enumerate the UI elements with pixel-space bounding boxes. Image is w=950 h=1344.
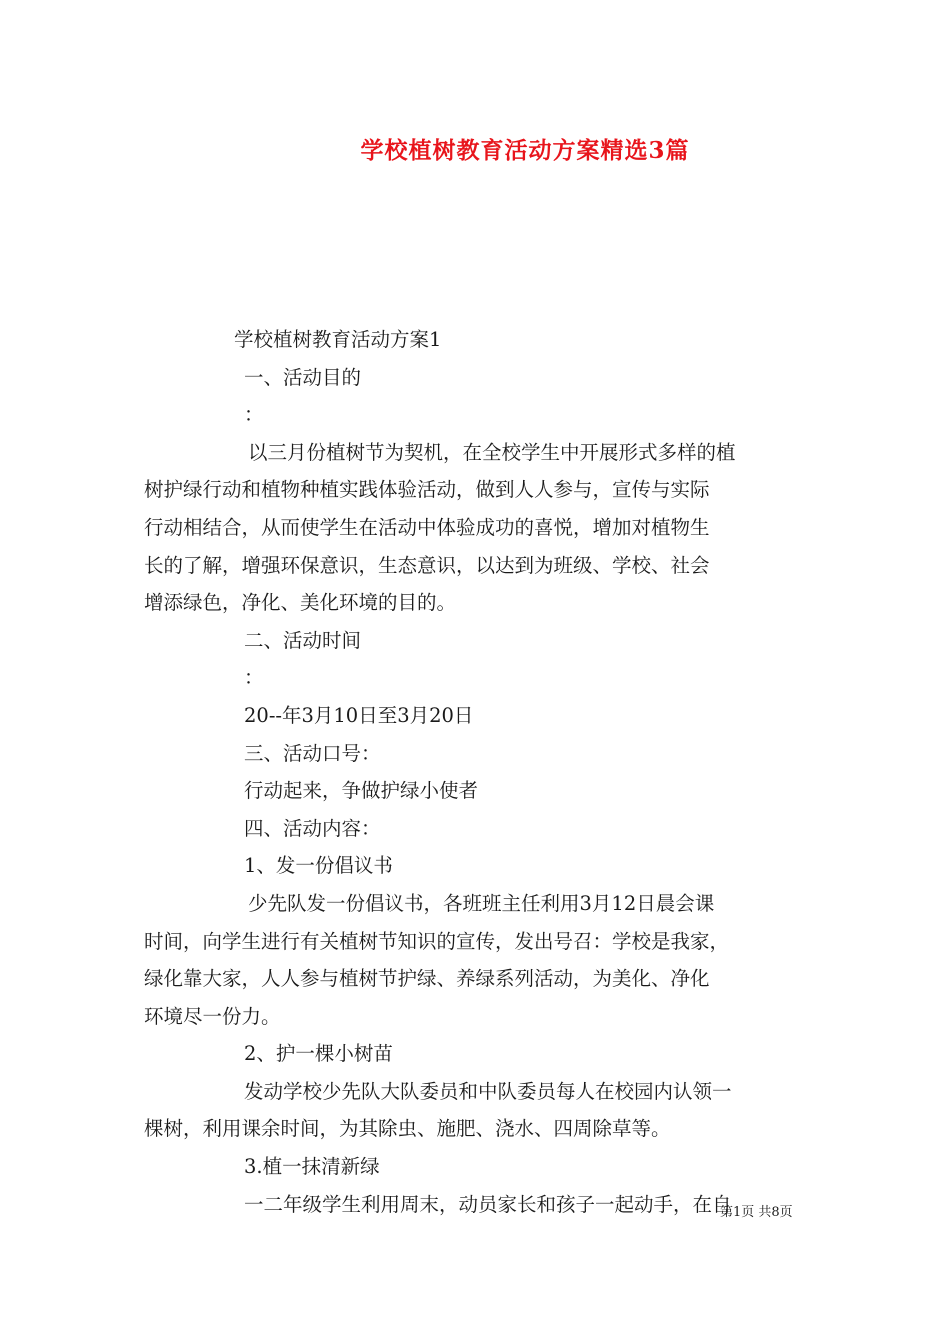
paragraph-line: 绿化靠大家，人人参与植树节护绿、养绿系列活动，为美化、净化 — [144, 967, 710, 991]
paragraph-line: 环境尽一份力。 — [144, 1004, 281, 1028]
paragraph-line: 时间，向学生进行有关植树节知识的宣传，发出号召：学校是我家， — [144, 929, 730, 953]
paragraph-line: 发动学校少先队大队委员和中队委员每人在校园内认领一 — [244, 1079, 732, 1103]
paragraph-line: 1、发一份倡议书 — [244, 854, 393, 878]
paragraph-line: 增添绿色，净化、美化环境的目的。 — [144, 591, 457, 615]
section-heading: 学校植树教育活动方案1 — [234, 328, 442, 351]
paragraph-line: 一二年级学生利用周末，动员家长和孩子一起动手，在自 — [244, 1192, 732, 1216]
document-body — [144, 321, 810, 1223]
paragraph-line: 行动相结合，从而使学生在活动中体验成功的喜悦，增加对植物生 — [144, 515, 710, 539]
paragraph-line: 二、活动时间 — [244, 628, 362, 652]
document-title: 学校植树教育活动方案精选3篇 — [360, 137, 690, 164]
paragraph-line: 3.植一抹清新绿 — [244, 1155, 380, 1179]
paragraph-line: 行动起来，争做护绿小使者 — [244, 779, 479, 803]
paragraph-line: 一、活动目的 — [244, 365, 362, 389]
page-number-footer: 第1页 共8页 — [720, 1205, 793, 1220]
paragraph-line: 2、护一棵小树苗 — [244, 1042, 393, 1066]
paragraph-line: 树护绿行动和植物种植实践体验活动，做到人人参与，宣传与实际 — [144, 478, 710, 502]
paragraph-line: ： — [244, 666, 264, 690]
paragraph-line: 少先队发一份倡议书，各班班主任利用3月12日晨会课 — [248, 891, 715, 915]
paragraph-line: 以三月份植树节为契机，在全校学生中开展形式多样的植 — [248, 440, 736, 464]
paragraph-line: 20--年3月10日至3月20日 — [244, 703, 474, 727]
paragraph-line: 三、活动口号： — [244, 741, 381, 765]
paragraph-line: 四、活动内容： — [244, 816, 381, 840]
paragraph-line: ： — [244, 403, 264, 427]
paragraph-line: 棵树，利用课余时间，为其除虫、施肥、浇水、四周除草等。 — [144, 1117, 671, 1141]
paragraph-line: 长的了解，增强环保意识，生态意识，以达到为班级、学校、社会 — [144, 553, 710, 577]
